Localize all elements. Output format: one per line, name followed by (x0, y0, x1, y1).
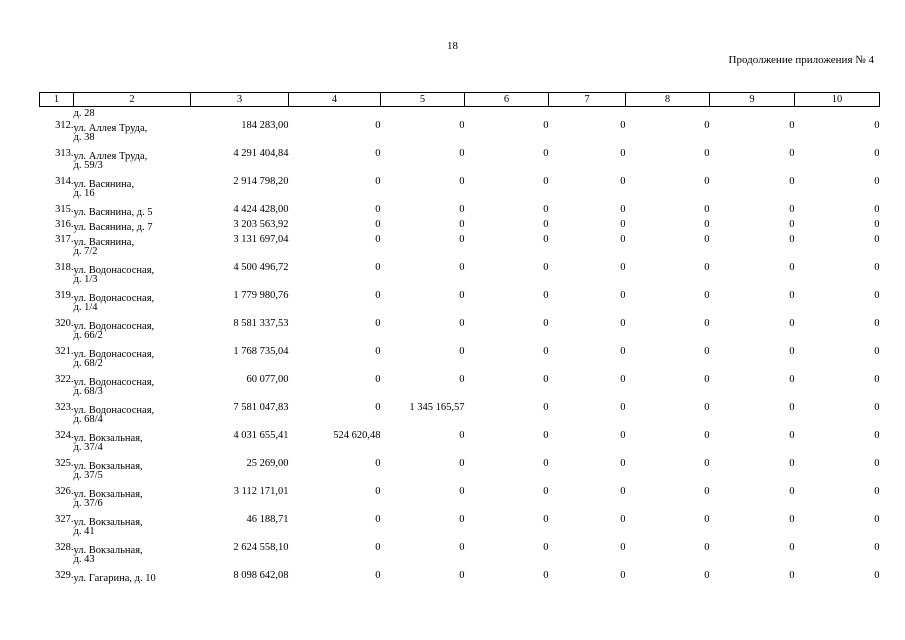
value-cell-c5: 0 (459, 374, 465, 385)
value-cell-c10: 0 (874, 374, 880, 385)
table-row (40, 459, 880, 487)
value-cell-c8: 0 (704, 486, 710, 497)
value-cell-c7: 0 (620, 486, 626, 497)
value-cell-c5: 0 (459, 514, 465, 525)
value-cell-c3: 3 112 171,01 (233, 486, 289, 497)
address-house: д. 38 (73, 132, 95, 143)
table-row (40, 375, 880, 403)
value-cell-c10: 0 (874, 570, 880, 581)
table-row (40, 543, 880, 571)
row-number: 319. (55, 290, 74, 301)
address-street: ул. Васянина, д. 7 (73, 222, 153, 233)
table-row (40, 121, 880, 149)
column-header: 2 (74, 93, 191, 107)
value-cell-c7: 0 (620, 318, 626, 329)
value-cell-c5: 0 (459, 262, 465, 273)
value-cell-c3: 2 624 558,10 (233, 542, 289, 553)
address-street: ул. Аллея Труда, (73, 123, 148, 134)
value-cell-c3: 4 031 655,41 (233, 430, 289, 441)
value-cell-c9: 0 (789, 402, 795, 413)
value-cell-c3: 46 188,71 (246, 514, 289, 525)
table-row (40, 263, 880, 291)
column-header: 3 (191, 93, 289, 107)
column-header: 6 (465, 93, 549, 107)
value-cell-c6: 0 (543, 176, 549, 187)
column-header: 9 (710, 93, 795, 107)
value-cell-c9: 0 (789, 542, 795, 553)
value-cell-c4: 0 (375, 120, 381, 131)
value-cell-c10: 0 (874, 514, 880, 525)
row-number: 328. (55, 542, 74, 553)
address-street: ул. Водонасосная, (73, 377, 155, 388)
value-cell-c7: 0 (620, 290, 626, 301)
table-row (40, 431, 880, 459)
address-house: д. 68/3 (73, 386, 103, 397)
value-cell-c10: 0 (874, 486, 880, 497)
value-cell-c5: 0 (459, 486, 465, 497)
value-cell-c5: 0 (459, 458, 465, 469)
value-cell-c3: 2 914 798,20 (233, 176, 289, 187)
value-cell-c10: 0 (874, 290, 880, 301)
value-cell-c3: 4 500 496,72 (233, 262, 289, 273)
value-cell-c6: 0 (543, 402, 549, 413)
value-cell-c4: 0 (375, 176, 381, 187)
address-cell (74, 205, 191, 220)
value-cell-c8: 0 (704, 542, 710, 553)
value-cell-c9: 0 (789, 290, 795, 301)
value-cell-c5: 0 (459, 204, 465, 215)
value-cell-c10: 0 (874, 120, 880, 131)
value-cell-c3: 7 581 047,83 (233, 402, 289, 413)
address-street: ул. Вокзальная, (73, 545, 143, 556)
row-number: 320. (55, 318, 74, 329)
value-cell-c5: 0 (459, 346, 465, 357)
value-cell-c5: 0 (459, 148, 465, 159)
value-cell-c3: 25 269,00 (246, 458, 289, 469)
address-house: д. 1/3 (73, 274, 98, 285)
value-cell-c9: 0 (789, 176, 795, 187)
address-cell (74, 121, 191, 149)
table-row (40, 235, 880, 263)
value-cell-c4: 0 (375, 290, 381, 301)
value-cell-c3: 4 291 404,84 (233, 148, 289, 159)
value-cell-c6: 0 (543, 148, 549, 159)
row-number: 329. (55, 570, 74, 581)
row-number: 326. (55, 486, 74, 497)
address-cell (74, 220, 191, 235)
address-cell (74, 177, 191, 205)
value-cell-c6: 0 (543, 486, 549, 497)
value-cell-c9: 0 (789, 120, 795, 131)
header-row (40, 93, 880, 107)
value-cell-c10: 0 (874, 402, 880, 413)
value-cell-c8: 0 (704, 402, 710, 413)
table-row (40, 347, 880, 375)
value-cell-c3: 3 131 697,04 (233, 234, 289, 245)
address-street: ул. Вокзальная, (73, 461, 143, 472)
value-cell-c6: 0 (543, 120, 549, 131)
value-cell-c5: 0 (459, 290, 465, 301)
address-cell (74, 347, 191, 375)
column-header: 1 (40, 93, 74, 107)
value-cell-c10: 0 (874, 346, 880, 357)
value-cell-c3: 8 581 337,53 (233, 318, 289, 329)
value-cell-c9: 0 (789, 148, 795, 159)
value-cell-c7: 0 (620, 374, 626, 385)
value-cell-c6: 0 (543, 542, 549, 553)
address-house: д. 37/6 (73, 498, 103, 509)
value-cell-c3: 3 203 563,92 (233, 219, 289, 230)
value-cell-c7: 0 (620, 262, 626, 273)
value-cell-c9: 0 (789, 486, 795, 497)
value-cell-c10: 0 (874, 458, 880, 469)
value-cell-c8: 0 (704, 219, 710, 230)
column-header: 10 (795, 93, 880, 107)
value-cell-c10: 0 (874, 318, 880, 329)
value-cell-c6: 0 (543, 262, 549, 273)
table-row (40, 515, 880, 543)
value-cell-c10: 0 (874, 234, 880, 245)
value-cell-c7: 0 (620, 120, 626, 131)
value-cell-c8: 0 (704, 458, 710, 469)
table-row (40, 149, 880, 177)
table-row (40, 220, 880, 235)
address-house: д. 59/3 (73, 160, 103, 171)
value-cell-c7: 0 (620, 204, 626, 215)
address-cell (74, 291, 191, 319)
value-cell-c9: 0 (789, 570, 795, 581)
value-cell-c3: 8 098 642,08 (233, 570, 289, 581)
value-cell-c4: 524 620,48 (333, 430, 381, 441)
value-cell-c5: 0 (459, 542, 465, 553)
table-row (40, 177, 880, 205)
value-cell-c8: 0 (704, 262, 710, 273)
value-cell-c9: 0 (789, 346, 795, 357)
value-cell-c8: 0 (704, 204, 710, 215)
value-cell-c6: 0 (543, 290, 549, 301)
address-street: ул. Водонасосная, (73, 265, 155, 276)
value-cell-c10: 0 (874, 262, 880, 273)
value-cell-c4: 0 (375, 346, 381, 357)
address-cell (74, 487, 191, 515)
continuation-row (40, 107, 880, 122)
value-cell-c9: 0 (789, 204, 795, 215)
value-cell-c3: 184 283,00 (241, 120, 289, 131)
address-house: д. 37/4 (73, 442, 103, 453)
value-cell-c10: 0 (874, 176, 880, 187)
address-street: ул. Водонасосная, (73, 349, 155, 360)
value-cell-c6: 0 (543, 430, 549, 441)
value-cell-c7: 0 (620, 430, 626, 441)
value-cell-c4: 0 (375, 514, 381, 525)
address-cell (74, 459, 191, 487)
value-cell-c8: 0 (704, 148, 710, 159)
value-cell-c7: 0 (620, 514, 626, 525)
address-street: ул. Васянина, (73, 179, 135, 190)
value-cell-c10: 0 (874, 219, 880, 230)
value-cell-c8: 0 (704, 514, 710, 525)
value-cell-c4: 0 (375, 458, 381, 469)
value-cell-c4: 0 (375, 486, 381, 497)
continuation-address: д. 28 (73, 108, 95, 119)
address-house: д. 66/2 (73, 330, 103, 341)
value-cell-c10: 0 (874, 430, 880, 441)
value-cell-c9: 0 (789, 219, 795, 230)
value-cell-c10: 0 (874, 148, 880, 159)
address-cell (74, 235, 191, 263)
table-row (40, 403, 880, 431)
value-cell-c7: 0 (620, 219, 626, 230)
address-cell (74, 263, 191, 291)
column-header: 7 (549, 93, 626, 107)
value-cell-c6: 0 (543, 204, 549, 215)
address-house: д. 68/2 (73, 358, 103, 369)
table-row (40, 571, 880, 586)
value-cell-c8: 0 (704, 120, 710, 131)
address-street: ул. Васянина, д. 5 (73, 207, 153, 218)
value-cell-c8: 0 (704, 318, 710, 329)
value-cell-c3: 1 779 980,76 (233, 290, 289, 301)
row-number: 322. (55, 374, 74, 385)
value-cell-c7: 0 (620, 176, 626, 187)
appendix-note: Продолжение приложения № 4 (728, 54, 874, 66)
value-cell-c4: 0 (375, 219, 381, 230)
value-cell-c4: 0 (375, 402, 381, 413)
address-street: ул. Вокзальная, (73, 517, 143, 528)
value-cell-c9: 0 (789, 430, 795, 441)
row-number: 314. (55, 176, 74, 187)
page-number: 18 (447, 40, 458, 52)
value-cell-c9: 0 (789, 374, 795, 385)
address-street: ул. Водонасосная, (73, 293, 155, 304)
value-cell-c7: 0 (620, 346, 626, 357)
value-cell-c5: 0 (459, 318, 465, 329)
address-street: ул. Водонасосная, (73, 321, 155, 332)
value-cell-c6: 0 (543, 570, 549, 581)
table-row (40, 487, 880, 515)
value-cell-c9: 0 (789, 514, 795, 525)
value-cell-c5: 0 (459, 430, 465, 441)
value-cell-c8: 0 (704, 374, 710, 385)
value-cell-c9: 0 (789, 234, 795, 245)
row-number: 325. (55, 458, 74, 469)
value-cell-c4: 0 (375, 262, 381, 273)
value-cell-c6: 0 (543, 219, 549, 230)
address-street: ул. Васянина, (73, 237, 135, 248)
row-number: 323. (55, 402, 74, 413)
value-cell-c7: 0 (620, 402, 626, 413)
row-number: 321. (55, 346, 74, 357)
address-street: ул. Гагарина, д. 10 (73, 573, 156, 584)
row-number: 312. (55, 120, 74, 131)
address-cell (74, 431, 191, 459)
value-cell-c6: 0 (543, 374, 549, 385)
value-cell-c8: 0 (704, 430, 710, 441)
row-number: 313. (55, 148, 74, 159)
value-cell-c4: 0 (375, 542, 381, 553)
value-cell-c8: 0 (704, 346, 710, 357)
row-number: 317. (55, 234, 74, 245)
value-cell-c6: 0 (543, 346, 549, 357)
address-house: д. 1/4 (73, 302, 98, 313)
row-number: 327. (55, 514, 74, 525)
address-house: д. 16 (73, 188, 95, 199)
value-cell-c6: 0 (543, 234, 549, 245)
value-cell-c7: 0 (620, 570, 626, 581)
value-cell-c3: 4 424 428,00 (233, 204, 289, 215)
address-house: д. 41 (73, 526, 95, 537)
address-street: ул. Аллея Труда, (73, 151, 148, 162)
address-cell (74, 319, 191, 347)
value-cell-c4: 0 (375, 318, 381, 329)
value-cell-c5: 0 (459, 234, 465, 245)
column-header: 4 (289, 93, 381, 107)
row-number: 318. (55, 262, 74, 273)
address-cell (74, 515, 191, 543)
value-cell-c5: 0 (459, 120, 465, 131)
value-cell-c5: 0 (459, 176, 465, 187)
data-table (39, 92, 880, 586)
row-number: 315. (55, 204, 74, 215)
value-cell-c8: 0 (704, 234, 710, 245)
value-cell-c8: 0 (704, 176, 710, 187)
value-cell-c5: 1 345 165,57 (409, 402, 465, 413)
address-street: ул. Вокзальная, (73, 433, 143, 444)
address-house: д. 68/4 (73, 414, 103, 425)
table-row (40, 319, 880, 347)
value-cell-c4: 0 (375, 374, 381, 385)
address-house: д. 7/2 (73, 246, 98, 257)
value-cell-c7: 0 (620, 234, 626, 245)
address-cell (74, 571, 191, 586)
value-cell-c4: 0 (375, 204, 381, 215)
value-cell-c4: 0 (375, 148, 381, 159)
value-cell-c4: 0 (375, 234, 381, 245)
row-number: 324. (55, 430, 74, 441)
value-cell-c9: 0 (789, 262, 795, 273)
value-cell-c3: 60 077,00 (246, 374, 289, 385)
address-street: ул. Водонасосная, (73, 405, 155, 416)
row-number: 316. (55, 219, 74, 230)
table-row (40, 205, 880, 220)
value-cell-c8: 0 (704, 290, 710, 301)
address-house: д. 43 (73, 554, 95, 565)
value-cell-c7: 0 (620, 542, 626, 553)
value-cell-c8: 0 (704, 570, 710, 581)
address-cell (74, 149, 191, 177)
value-cell-c7: 0 (620, 458, 626, 469)
address-house: д. 37/5 (73, 470, 103, 481)
value-cell-c4: 0 (375, 570, 381, 581)
address-street: ул. Вокзальная, (73, 489, 143, 500)
address-cell (74, 403, 191, 431)
value-cell-c6: 0 (543, 318, 549, 329)
column-header: 5 (381, 93, 465, 107)
value-cell-c6: 0 (543, 458, 549, 469)
value-cell-c6: 0 (543, 514, 549, 525)
address-cell (74, 375, 191, 403)
value-cell-c7: 0 (620, 148, 626, 159)
value-cell-c5: 0 (459, 570, 465, 581)
table-row (40, 291, 880, 319)
value-cell-c3: 1 768 735,04 (233, 346, 289, 357)
value-cell-c9: 0 (789, 458, 795, 469)
column-header: 8 (626, 93, 710, 107)
value-cell-c9: 0 (789, 318, 795, 329)
value-cell-c10: 0 (874, 542, 880, 553)
address-cell (74, 543, 191, 571)
value-cell-c10: 0 (874, 204, 880, 215)
value-cell-c5: 0 (459, 219, 465, 230)
